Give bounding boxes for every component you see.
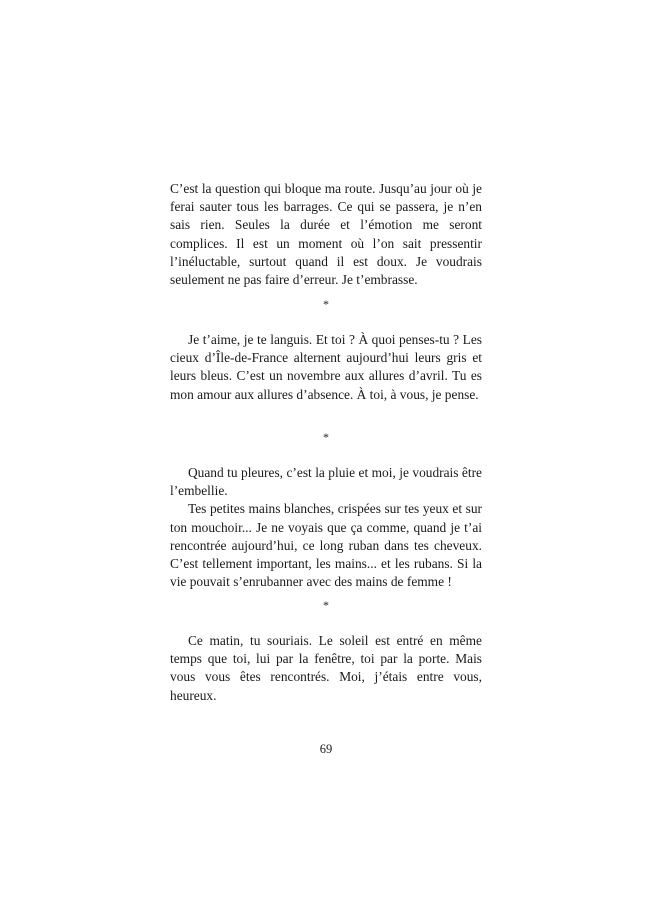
section-separator-3: *: [323, 598, 329, 612]
text-section-2: [170, 331, 482, 404]
text-section-3: [170, 464, 482, 591]
paragraph: Ce matin, tu souriais. Le soleil est entré en même temps que toi, lui par la fenêtre, toi par la porte. Mais vous vous êtes rencontrés. Moi, j’étais entre vous, heureux.: [170, 633, 482, 703]
section-separator-1: *: [323, 297, 329, 311]
text-section-4: [170, 632, 482, 705]
paragraph: C’est la question qui bloque ma route. Jusqu’au jour où je ferai sauter tous les barrages. Ce qui se passera, je n’en sais rien. Seules la durée et l’émotion me seront complices. Il est un moment où l’on sait pressentir l’inéluctable, surtout quand il est doux. Je voudrais seulement ne pas faire d’erreur. Je t’embrasse.: [170, 181, 482, 288]
paragraph: Tes petites mains blanches, crispées sur tes yeux et sur ton mouchoir... Je ne voyais que ça comme, quand je t’ai rencontrée aujourd’hui, ce long ruban dans tes cheveux. C’est tellement important, les mains... et les rubans. Si la vie pouvait s’enrubanner avec des mains de femme !: [170, 501, 482, 590]
page-number: 69: [319, 742, 333, 756]
section-separator-2: *: [323, 430, 329, 444]
text-section-1: [170, 180, 482, 289]
paragraph: Je t’aime, je te languis. Et toi ? À quoi penses-tu ? Les cieux d’Île-de-France alternent aujourd’hui leurs gris et leurs bleus. C’est un novembre aux allures d’avril. Tu es mon amour aux allures d’absence. À toi, à vous, je pense.: [170, 332, 482, 402]
paragraph: Quand tu pleures, c’est la pluie et moi, je voudrais être l’embellie.: [170, 465, 482, 499]
